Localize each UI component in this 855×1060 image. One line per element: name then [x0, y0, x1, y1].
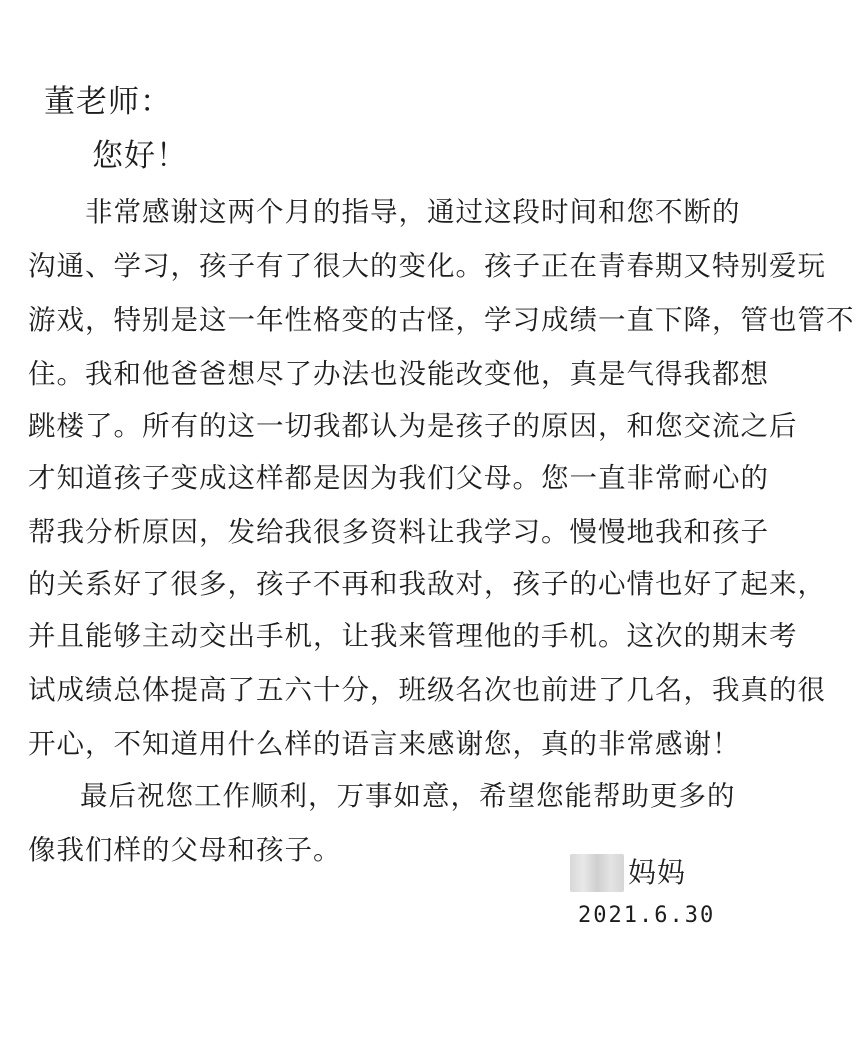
letter-body-line: 游戏，特别是这一年性格变的古怪，学习成绩一直下降，管也管不 — [28, 304, 855, 336]
letter-closing-line: 最后祝您工作顺利，万事如意，希望您能帮助更多的 — [80, 780, 736, 812]
letter-body-line: 试成绩总体提高了五六十分，班级名次也前进了几名，我真的很 — [28, 674, 826, 706]
letter-body-line: 才知道孩子变成这样都是因为我们父母。您一直非常耐心的 — [28, 462, 769, 494]
letter-body-line: 帮我分析原因，发给我很多资料让我学习。慢慢地我和孩子 — [28, 516, 769, 548]
letter-body-line: 住。我和他爸爸想尽了办法也没能改变他，真是气得我都想 — [28, 358, 769, 390]
letter-body-line: 开心，不知道用什么样的语言来感谢您，真的非常感谢！ — [28, 728, 741, 760]
redacted-name-blur — [570, 854, 624, 892]
signature-block — [570, 852, 686, 894]
letter-closing-line: 像我们样的父母和孩子。 — [28, 834, 342, 866]
letter-salutation: 您好！ — [92, 138, 188, 174]
letter-body-line: 沟通、学习，孩子有了很大的变化。孩子正在青春期又特别爱玩 — [28, 250, 826, 282]
letter-body-line: 非常感谢这两个月的指导，通过这段时间和您不断的 — [85, 196, 741, 228]
letter-body-line: 的关系好了很多，孩子不再和我敌对，孩子的心情也好了起来， — [28, 568, 826, 600]
letter-greeting: 董老师： — [44, 84, 172, 120]
signature: 妈妈 — [628, 856, 687, 889]
letter-date: 2021.6.30 — [578, 903, 716, 928]
letter-body-line: 并且能够主动交出手机，让我来管理他的手机。这次的期末考 — [28, 620, 798, 652]
letter-body-line: 跳楼了。所有的这一切我都认为是孩子的原因，和您交流之后 — [28, 410, 798, 442]
